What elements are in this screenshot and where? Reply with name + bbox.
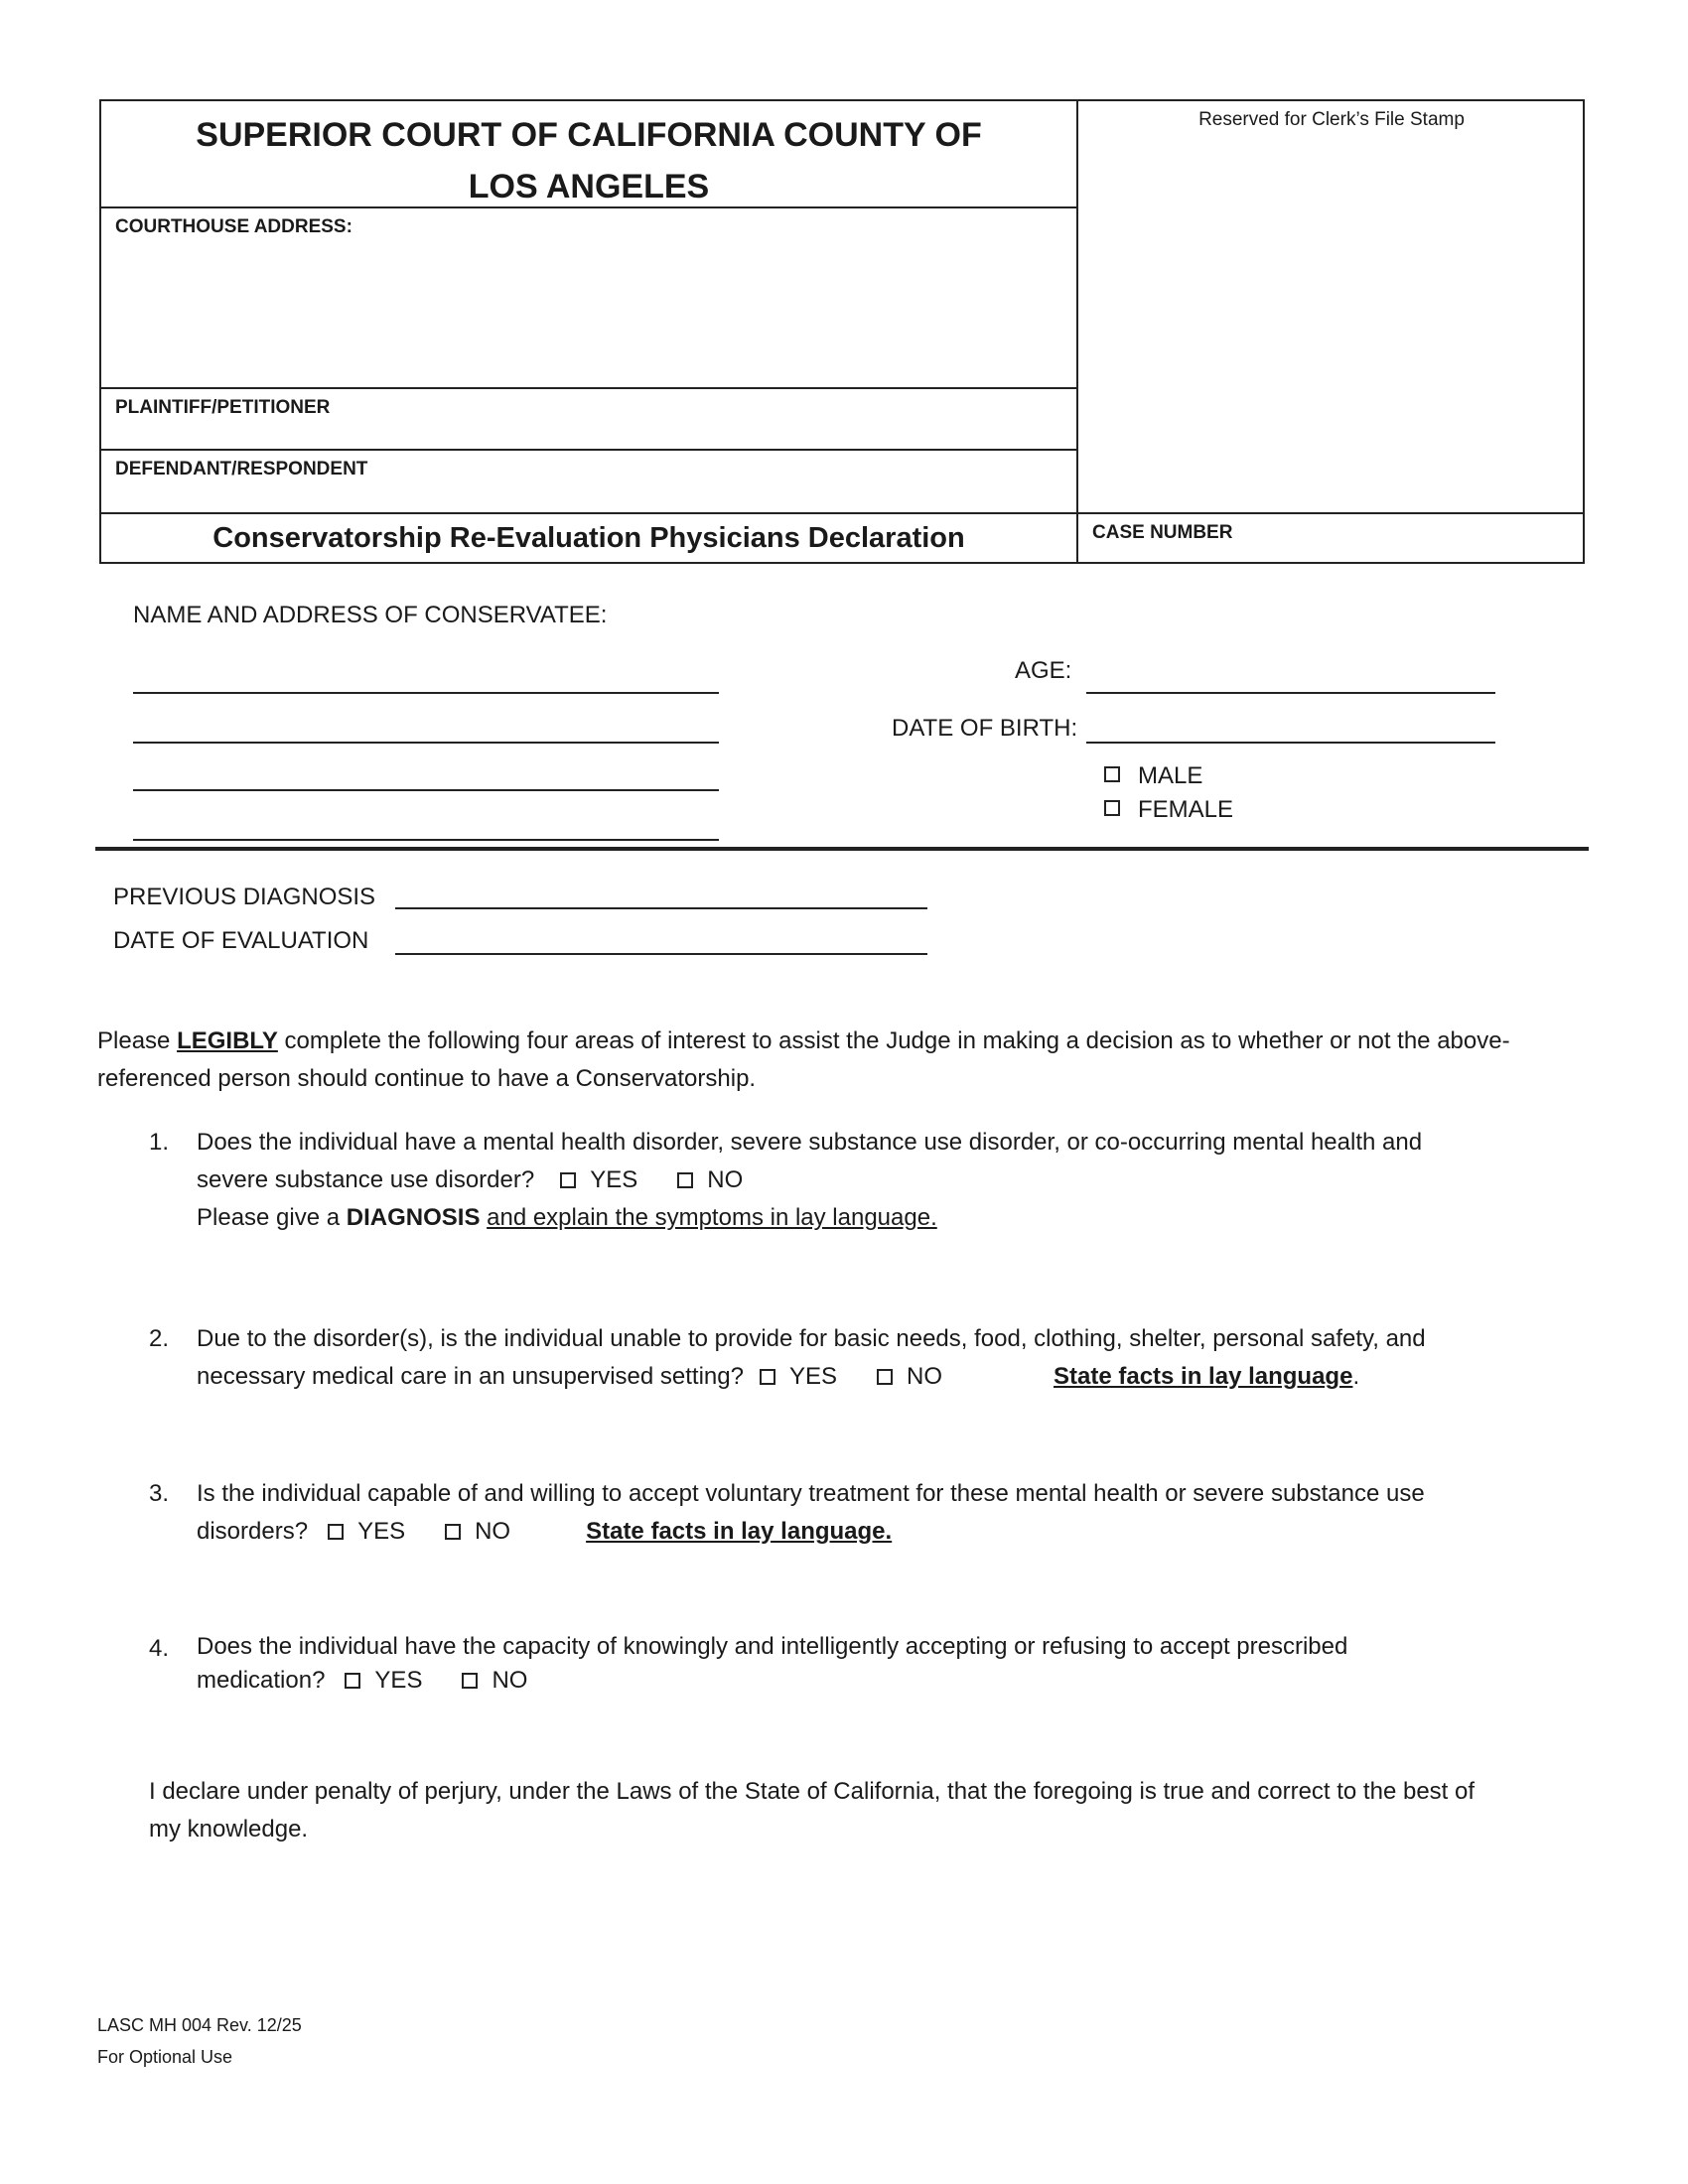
declaration-line2: my knowledge. <box>149 1816 309 1843</box>
q1-instruction-underlined: and explain the symptoms in lay language. <box>487 1204 937 1231</box>
dob-field[interactable] <box>1086 742 1495 744</box>
q3-yes-checkbox[interactable] <box>328 1524 344 1540</box>
q4-no-checkbox[interactable] <box>462 1673 478 1689</box>
court-name-line1: SUPERIOR COURT OF CALIFORNIA COUNTY OF <box>196 116 982 154</box>
male-label: MALE <box>1138 762 1203 789</box>
form-id: LASC MH 004 Rev. 12/25 <box>97 2015 302 2035</box>
instructions-post: complete the following four areas of interest to assist the Judge in making a decision as to whether or not the above- <box>277 1027 1510 1054</box>
q4-yes-checkbox[interactable] <box>345 1673 360 1689</box>
date-of-evaluation-label: DATE OF EVALUATION <box>113 927 369 954</box>
caption-rule <box>101 449 1076 451</box>
question-number: 3. <box>149 1480 170 1507</box>
question-1-line2 <box>197 1161 1587 1199</box>
q2-state-facts: State facts in lay language <box>1054 1363 1353 1390</box>
form-footer <box>97 2009 302 2073</box>
conservatee-address-line[interactable] <box>133 692 719 694</box>
court-name-line2: LOS ANGELES <box>468 168 710 205</box>
question-4 <box>197 1630 1587 1698</box>
q4-no-label: NO <box>492 1667 528 1694</box>
instructions-pre: Please <box>97 1027 178 1054</box>
q4-yes-label: YES <box>374 1667 423 1694</box>
male-checkbox[interactable] <box>1104 766 1120 782</box>
question-3 <box>197 1475 1587 1551</box>
q1-answer-area[interactable] <box>197 1241 1587 1297</box>
question-4-line1: Does the individual have the capacity of knowingly and intelligently accepting or refusing to accept prescribed <box>197 1633 1348 1660</box>
section-divider <box>95 847 1589 851</box>
case-number-field[interactable] <box>1243 516 1581 560</box>
previous-diagnosis-label: PREVIOUS DIAGNOSIS <box>113 884 376 910</box>
legibly-emphasis: LEGIBLY <box>177 1027 278 1054</box>
date-of-evaluation-field[interactable] <box>395 953 927 955</box>
q1-no-label: NO <box>707 1166 744 1193</box>
q3-no-label: NO <box>475 1518 511 1545</box>
question-number: 2. <box>149 1325 170 1352</box>
dob-label: DATE OF BIRTH: <box>892 715 1078 742</box>
caption-rule <box>101 512 1583 514</box>
optional-use-note: For Optional Use <box>97 2047 233 2067</box>
q1-no-checkbox[interactable] <box>677 1172 693 1188</box>
declaration <box>149 1773 1589 1848</box>
clerk-stamp-label: Reserved for Clerk’s File Stamp <box>1198 109 1465 130</box>
conservatee-address-line[interactable] <box>133 839 719 841</box>
q2-answer-area[interactable] <box>197 1400 1587 1469</box>
q2-state-facts-period: . <box>1352 1363 1360 1390</box>
q3-answer-area[interactable] <box>197 1555 1587 1624</box>
q2-yes-label: YES <box>788 1363 837 1390</box>
q2-no-label: NO <box>907 1363 942 1390</box>
defendant-field[interactable] <box>399 453 1070 510</box>
conservatee-address-line[interactable] <box>133 742 719 744</box>
court-name <box>101 109 1076 212</box>
instructions-line2: referenced person should continue to have a Conservatorship. <box>97 1065 757 1092</box>
question-1-text: severe substance use disorder? <box>197 1166 535 1193</box>
q2-no-checkbox[interactable] <box>877 1369 893 1385</box>
question-3-text: disorders? <box>197 1518 309 1545</box>
question-number: 4. <box>149 1635 170 1662</box>
female-label: FEMALE <box>1138 796 1234 823</box>
question-3-line2 <box>197 1513 1587 1551</box>
q3-no-checkbox[interactable] <box>445 1524 461 1540</box>
question-1-line1: Does the individual have a mental health disorder, severe substance use disorder, or co-occurring mental health and <box>197 1129 1423 1156</box>
courthouse-address-label: COURTHOUSE ADDRESS: <box>115 216 352 237</box>
question-1 <box>197 1124 1587 1237</box>
plaintiff-field[interactable] <box>399 391 1070 447</box>
q2-yes-checkbox[interactable] <box>760 1369 775 1385</box>
female-checkbox[interactable] <box>1104 800 1120 816</box>
conservatee-address-line[interactable] <box>133 789 719 791</box>
age-label: AGE: <box>1015 657 1072 684</box>
question-2-text: necessary medical care in an unsupervised setting? <box>197 1363 744 1390</box>
q1-yes-label: YES <box>590 1166 638 1193</box>
previous-diagnosis-field[interactable] <box>395 907 927 909</box>
instructions <box>97 1023 1587 1098</box>
caption-rule <box>101 387 1076 389</box>
question-4-text: medication? <box>197 1667 326 1694</box>
question-2 <box>197 1320 1587 1396</box>
q1-yes-checkbox[interactable] <box>560 1172 576 1188</box>
declaration-line1: I declare under penalty of perjury, under the Laws of the State of California, that the foregoing is true and correct to the best of <box>149 1778 1476 1805</box>
instructions-line1 <box>97 1023 1587 1060</box>
question-4-line2 <box>197 1664 1587 1698</box>
question-1-line3 <box>197 1199 1587 1237</box>
q3-state-facts: State facts in lay language. <box>586 1518 893 1545</box>
question-2-line1: Due to the disorder(s), is the individual unable to provide for basic needs, food, clothing, shelter, personal safety, and <box>197 1325 1426 1352</box>
age-field[interactable] <box>1086 692 1495 694</box>
case-number-label: CASE NUMBER <box>1092 522 1233 543</box>
question-3-line1: Is the individual capable of and willing to accept voluntary treatment for these mental health or severe substance use <box>197 1480 1425 1507</box>
caption-divider <box>1076 101 1078 562</box>
q1-instruction-pre: Please give a <box>197 1204 347 1231</box>
plaintiff-label: PLAINTIFF/PETITIONER <box>115 397 331 418</box>
conservatee-name-address-label: NAME AND ADDRESS OF CONSERVATEE: <box>133 602 608 628</box>
courthouse-address-field[interactable] <box>105 242 1070 383</box>
q1-diagnosis-emphasis: DIAGNOSIS <box>346 1204 481 1231</box>
form-title: Conservatorship Re-Evaluation Physicians Declaration <box>212 522 965 554</box>
question-number: 1. <box>149 1129 170 1156</box>
question-2-line2 <box>197 1358 1587 1396</box>
caption-table <box>99 99 1585 564</box>
defendant-label: DEFENDANT/RESPONDENT <box>115 459 368 479</box>
q3-yes-label: YES <box>357 1518 406 1545</box>
